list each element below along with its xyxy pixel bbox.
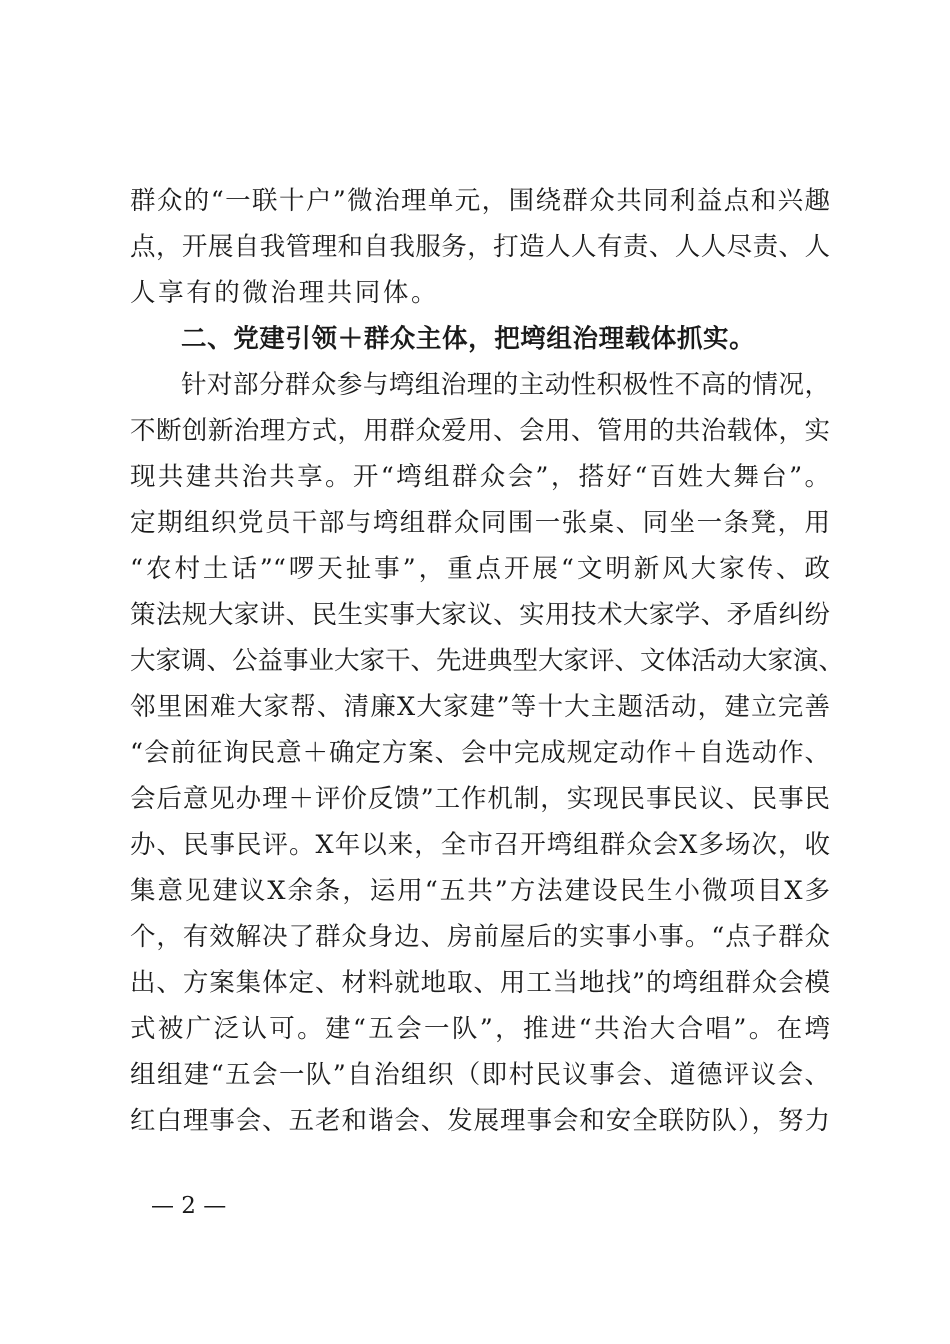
paragraph-line: 集意见建议X余条，运用“五共”方法建设民生小微项目X多 bbox=[130, 876, 830, 906]
paragraph-line: 邻里困难大家帮、清廉X大家建”等十大主题活动，建立完善 bbox=[130, 692, 830, 722]
paragraph-line: 点，开展自我管理和自我服务，打造人人有责、人人尽责、人 bbox=[130, 232, 830, 262]
paragraph-line: 群众的“一联十户”微治理单元，围绕群众共同利益点和兴趣 bbox=[130, 186, 830, 216]
paragraph-line: 会后意见办理＋评价反馈”工作机制，实现民事民议、民事民 bbox=[130, 784, 830, 814]
paragraph-line: 个，有效解决了群众身边、房前屋后的实事小事。“点子群众 bbox=[130, 922, 830, 952]
paragraph-line: “农村土话”“啰天扯事”，重点开展“文明新风大家传、政 bbox=[130, 554, 830, 584]
paragraph-line: 出、方案集体定、材料就地取、用工当地找”的塆组群众会模 bbox=[130, 968, 830, 998]
paragraph-line: 策法规大家讲、民生实事大家议、实用技术大家学、矛盾纠纷 bbox=[130, 600, 830, 630]
paragraph-line: 不断创新治理方式，用群众爱用、会用、管用的共治载体，实 bbox=[130, 416, 830, 446]
paragraph-line: 现共建共治共享。开“塆组群众会”，搭好“百姓大舞台”。 bbox=[130, 462, 830, 492]
section-heading: 二、党建引领＋群众主体，把塆组治理载体抓实。 bbox=[181, 324, 756, 354]
body-text bbox=[130, 178, 845, 1144]
paragraph-line: 组组建“五会一队”自治组织（即村民议事会、道德评议会、 bbox=[130, 1060, 830, 1090]
paragraph-line: 人享有的微治理共同体。 bbox=[130, 278, 440, 308]
page-number: — 2 — bbox=[151, 1193, 227, 1219]
paragraph-line: 红白理事会、五老和谐会、发展理事会和安全联防队），努力 bbox=[130, 1106, 830, 1136]
paragraph-line: 办、民事民评。X年以来，全市召开塆组群众会X多场次，收 bbox=[130, 830, 830, 860]
paragraph-line: 大家调、公益事业大家干、先进典型大家评、文体活动大家演、 bbox=[130, 646, 845, 676]
paragraph-line: 针对部分群众参与塆组治理的主动性积极性不高的情况， bbox=[181, 370, 830, 400]
paragraph-line: 定期组织党员干部与塆组群众同围一张桌、同坐一条凳，用 bbox=[130, 508, 830, 538]
paragraph-line: 式被广泛认可。建“五会一队”，推进“共治大合唱”。在塆 bbox=[130, 1014, 830, 1044]
paragraph-line: “会前征询民意＋确定方案、会中完成规定动作＋自选动作、 bbox=[130, 738, 830, 768]
